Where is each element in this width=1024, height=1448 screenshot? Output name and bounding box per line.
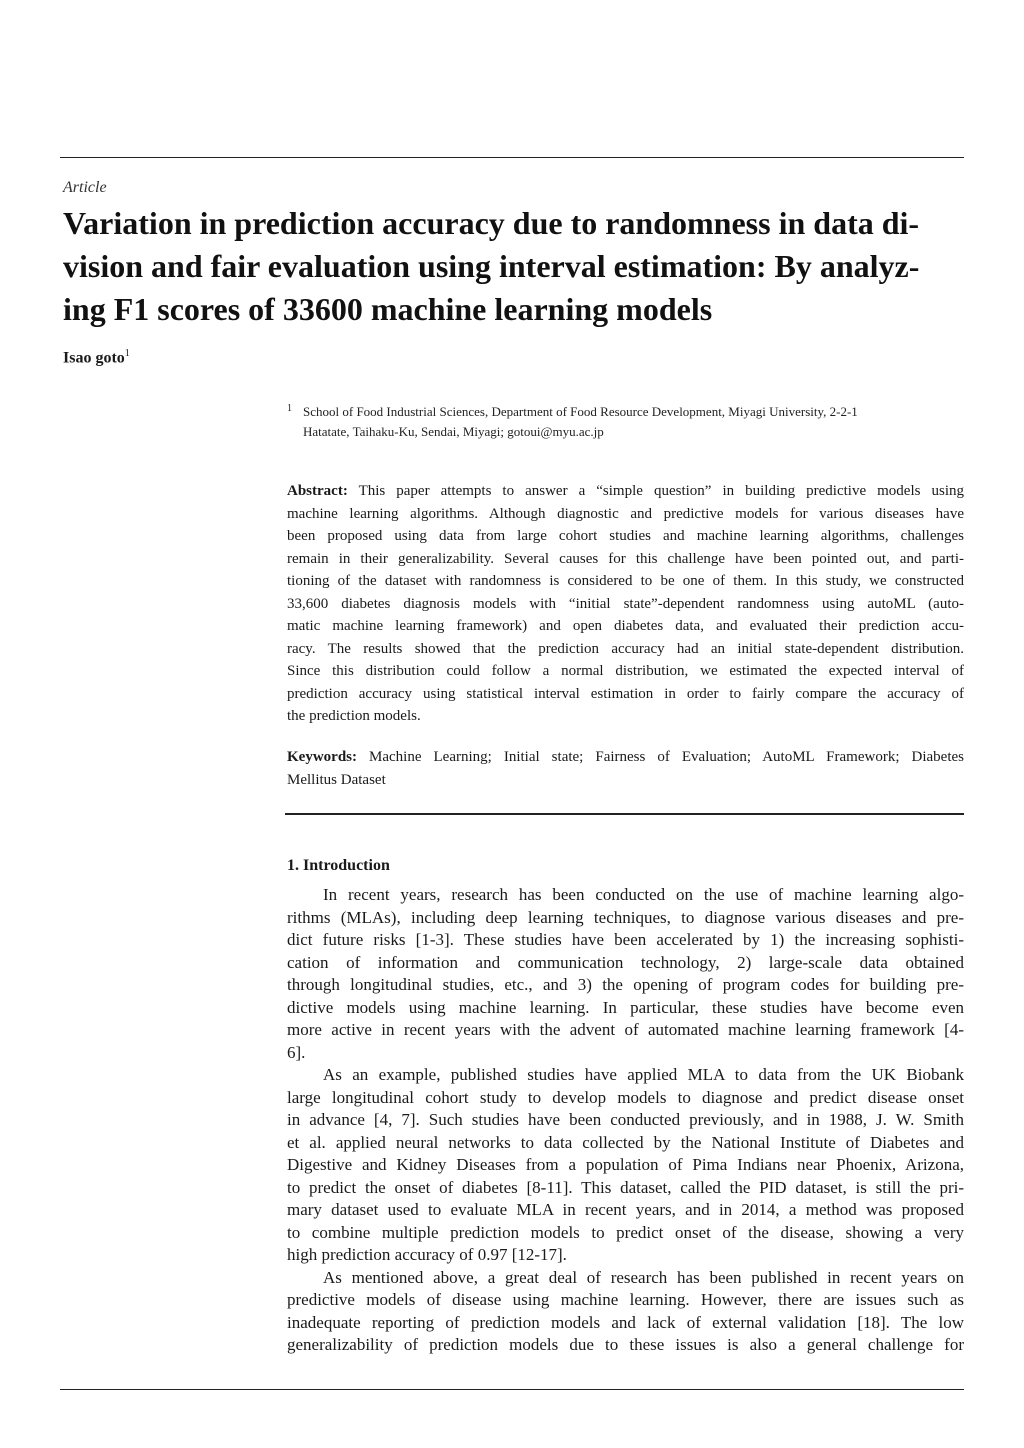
abstract-line: remain in their generalizability. Several causes for this challenge have been pointed out, and parti- — [287, 550, 964, 567]
introduction-line: rithms (MLAs), including deep learning techniques, to diagnose various diseases and pre- — [287, 907, 964, 927]
abstract-line: 33,600 diabetes diagnosis models with “initial state”-dependent randomness using autoML (auto- — [287, 595, 964, 612]
article-type-label: Article — [63, 179, 107, 196]
title-line: Variation in prediction accuracy due to randomness in data di- — [63, 205, 920, 241]
introduction-body — [287, 884, 964, 1357]
introduction-line: more active in recent years with the advent of automated machine learning framework [4- — [287, 1020, 964, 1039]
introduction-line: dictive models using machine learning. In particular, these studies have become even — [287, 997, 964, 1017]
introduction-line: to combine multiple prediction models to predict onset of the disease, showing a very — [287, 1222, 964, 1242]
abstract-line: racy. The results showed that the prediction accuracy had an initial state-dependent distribution. — [287, 640, 964, 657]
keywords-line: Mellitus Dataset — [287, 771, 386, 788]
abstract-label: Abstract: — [287, 483, 348, 499]
keywords — [287, 746, 964, 791]
introduction-line: dict future risks [1-3]. These studies have been accelerated by 1) the increasing sophisti- — [287, 930, 964, 949]
introduction-line: high prediction accuracy of 0.97 [12-17]. — [287, 1245, 567, 1264]
abstract-rule — [285, 813, 964, 815]
abstract-line: tioning of the dataset with randomness is considered to be one of them. In this study, we constructed — [287, 573, 964, 589]
section-heading-introduction: 1. Introduction — [287, 857, 390, 874]
introduction-line: As mentioned above, a great deal of research has been published in recent years on — [323, 1267, 964, 1287]
abstract — [287, 480, 964, 728]
introduction-line: inadequate reporting of prediction models and lack of external validation [18]. The low — [287, 1312, 964, 1332]
abstract-line: Since this distribution could follow a normal distribution, we estimated the expected interval of — [287, 663, 964, 679]
title-line: ing F1 scores of 33600 machine learning models — [63, 291, 713, 327]
introduction-line: generalizability of prediction models due to these issues is also a general challenge for — [287, 1335, 964, 1354]
introduction-line: predictive models of disease using machine learning. However, there are issues such as — [287, 1290, 964, 1309]
keywords-label: Keywords: — [287, 749, 357, 765]
affiliation — [287, 402, 957, 442]
affiliation-number: 1 — [287, 403, 292, 414]
author-line — [63, 348, 130, 367]
keywords-line — [287, 746, 964, 769]
affiliation-line: Hatatate, Taihaku-Ku, Sendai, Miyagi; gotoui@myu.ac.jp — [303, 424, 604, 439]
introduction-line: As an example, published studies have applied MLA to data from the UK Biobank — [323, 1065, 964, 1084]
introduction-line: mary dataset used to evaluate MLA in recent years, and in 2014, a method was proposed — [287, 1200, 964, 1219]
introduction-line: In recent years, research has been conducted on the use of machine learning algo- — [323, 885, 964, 904]
title-line: vision and fair evaluation using interval estimation: By analyz- — [63, 248, 920, 284]
introduction-line: cation of information and communication technology, 2) large-scale data obtained — [287, 952, 964, 972]
author-affil-mark: 1 — [124, 348, 130, 359]
abstract-line — [287, 480, 964, 503]
introduction-line: to predict the onset of diabetes [8-11]. This dataset, called the PID dataset, is still the pri- — [287, 1177, 964, 1197]
abstract-line: machine learning algorithms. Although diagnostic and predictive models for various diseases have — [287, 505, 964, 522]
introduction-line: in advance [4, 7]. Such studies have been conducted previously, and in 1988, J. W. Smith — [287, 1110, 964, 1129]
introduction-line: Digestive and Kidney Diseases from a population of Pima Indians near Phoenix, Arizona, — [287, 1155, 964, 1174]
keywords-first-text: Machine Learning; Initial state; Fairness of Evaluation; AutoML Framework; Diabetes — [357, 749, 964, 765]
abstract-line: prediction accuracy using statistical interval estimation in order to fairly compare the accuracy of — [287, 685, 964, 702]
introduction-line: large longitudinal cohort study to develop models to diagnose and predict disease onset — [287, 1087, 964, 1107]
footer-rule — [60, 1389, 964, 1390]
affiliation-line: School of Food Industrial Sciences, Department of Food Resource Development, Miyagi University, 2-2-1 — [303, 404, 858, 419]
introduction-line: et al. applied neural networks to data collected by the National Institute of Diabetes and — [287, 1132, 964, 1152]
introduction-line: 6]. — [287, 1042, 306, 1062]
abstract-line: the prediction models. — [287, 708, 421, 724]
introduction-line: through longitudinal studies, etc., and 3) the opening of program codes for building pre- — [287, 975, 964, 994]
paper-title — [63, 202, 963, 331]
header-rule — [60, 157, 964, 158]
author-name: Isao goto — [63, 349, 125, 367]
abstract-line: matic machine learning framework) and open diabetes data, and evaluated their prediction accu- — [287, 618, 964, 634]
abstract-line: been proposed using data from large cohort studies and machine learning algorithms, challenges — [287, 528, 964, 544]
abstract-first-text: This paper attempts to answer a “simple question” in building predictive models using — [347, 483, 964, 499]
